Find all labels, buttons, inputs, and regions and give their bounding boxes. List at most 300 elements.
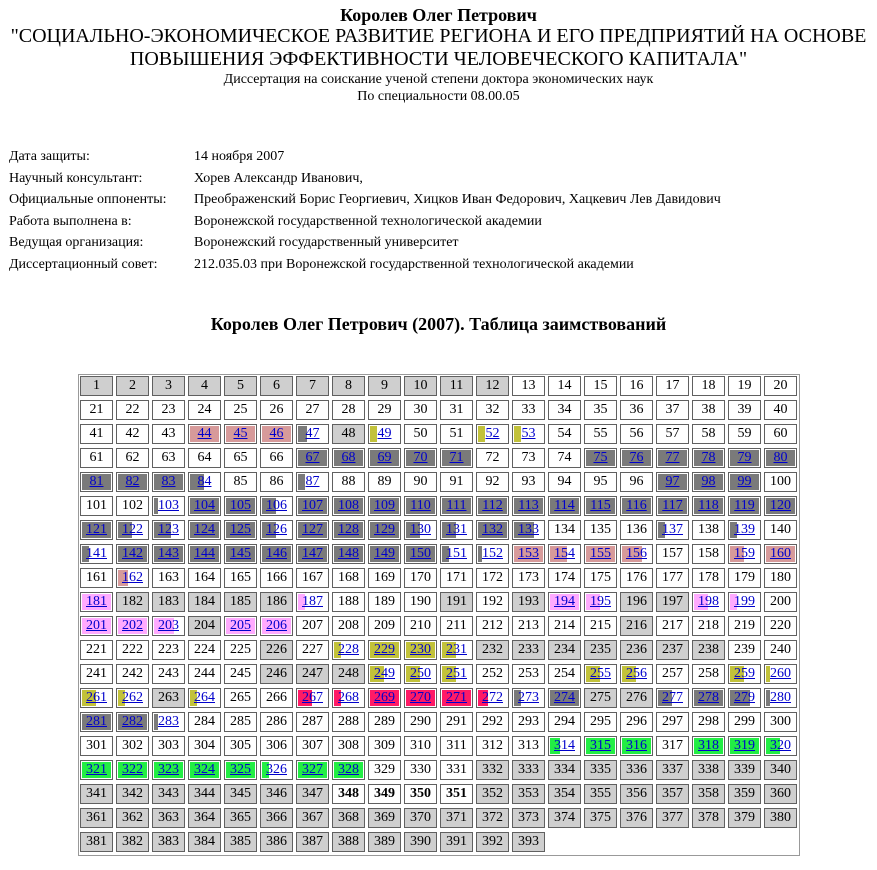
page-cell[interactable] [656,520,689,540]
page-link[interactable]: 279 [734,690,755,705]
page-link[interactable]: 119 [734,498,755,513]
page-link[interactable]: 314 [554,738,575,753]
page-cell[interactable] [80,616,113,636]
page-link[interactable]: 315 [590,738,611,753]
page-link[interactable]: 269 [374,690,395,705]
page-link[interactable]: 49 [377,426,392,441]
page-number: 362 [122,810,143,825]
page-link[interactable]: 112 [482,498,503,513]
page-link[interactable]: 270 [410,690,431,705]
page-link[interactable]: 281 [86,714,107,729]
page-link[interactable]: 319 [734,738,755,753]
page-link[interactable]: 81 [89,474,104,489]
page-cell[interactable] [728,520,761,540]
page-cell[interactable] [404,520,437,540]
page-cell[interactable] [692,592,725,612]
page-link[interactable]: 268 [338,690,359,705]
page-cell[interactable] [368,448,401,468]
page-cell[interactable] [152,760,185,780]
page-link[interactable]: 84 [197,474,212,489]
page-link[interactable]: 53 [521,426,536,441]
page-link[interactable]: 77 [665,450,680,465]
page-cell [512,832,545,852]
page-cell[interactable] [116,712,149,732]
page-link[interactable]: 261 [86,690,107,705]
page-cell[interactable] [296,544,329,564]
page-link[interactable]: 326 [266,762,287,777]
page-cell[interactable] [440,664,473,684]
page-link[interactable]: 129 [374,522,395,537]
page-link[interactable]: 228 [338,642,359,657]
page-link[interactable]: 97 [665,474,680,489]
page-cell[interactable] [548,736,581,756]
page-cell[interactable] [656,688,689,708]
page-number: 339 [734,762,755,777]
page-link[interactable]: 328 [338,762,359,777]
page-cell[interactable] [260,616,293,636]
page-link[interactable]: 123 [158,522,179,537]
page-link[interactable]: 271 [446,690,467,705]
page-cell[interactable] [548,688,581,708]
page-cell[interactable] [188,496,221,516]
page-cell[interactable] [368,688,401,708]
page-cell[interactable] [548,592,581,612]
page-link[interactable]: 45 [233,426,248,441]
page-cell[interactable] [368,640,401,660]
page-link[interactable]: 142 [122,546,143,561]
page-number: 62 [125,450,140,465]
page-cell[interactable] [548,496,581,516]
page-link[interactable]: 83 [161,474,176,489]
page-cell[interactable] [404,544,437,564]
page-cell[interactable] [584,448,617,468]
page-link[interactable]: 259 [734,666,755,681]
page-link[interactable]: 69 [377,450,392,465]
page-cell[interactable] [692,688,725,708]
page-cell[interactable] [80,472,113,492]
page-number: 309 [374,738,395,753]
page-link[interactable]: 249 [374,666,395,681]
page-cell[interactable] [440,520,473,540]
page-number: 18 [701,378,716,393]
page-number: 244 [194,666,215,681]
page-cell[interactable] [152,472,185,492]
page-cell[interactable] [332,688,365,708]
page-link[interactable]: 107 [302,498,323,513]
page-link[interactable]: 229 [374,642,395,657]
page-link[interactable]: 195 [590,594,611,609]
page-link[interactable]: 162 [122,570,143,585]
page-cell[interactable] [692,472,725,492]
page-cell[interactable] [260,424,293,444]
page-cell[interactable] [620,448,653,468]
page-link[interactable]: 250 [410,666,431,681]
page-link[interactable]: 133 [518,522,539,537]
page-cell[interactable] [296,472,329,492]
page-link[interactable]: 144 [194,546,215,561]
page-link[interactable]: 274 [554,690,575,705]
page-number: 188 [338,594,359,609]
page-link[interactable]: 203 [158,618,179,633]
page-number: 163 [158,570,179,585]
page-link[interactable]: 126 [266,522,287,537]
page-cell[interactable] [152,712,185,732]
page-link[interactable]: 262 [122,690,143,705]
page-link[interactable]: 122 [122,522,143,537]
page-cell[interactable] [296,760,329,780]
page-link[interactable]: 116 [626,498,647,513]
page-link[interactable]: 282 [122,714,143,729]
page-cell [548,640,581,660]
page-link[interactable]: 114 [554,498,575,513]
page-cell[interactable] [620,664,653,684]
page-number: 210 [410,618,431,633]
page-link[interactable]: 78 [701,450,716,465]
page-cell[interactable] [224,760,257,780]
page-cell[interactable] [188,760,221,780]
page-cell[interactable] [80,760,113,780]
page-number: 337 [662,762,683,777]
page-cell[interactable] [152,616,185,636]
page-link[interactable]: 115 [590,498,611,513]
page-link[interactable]: 327 [302,762,323,777]
page-cell[interactable] [368,424,401,444]
page-number: 263 [158,690,179,705]
page-cell[interactable] [440,544,473,564]
page-link[interactable]: 106 [266,498,287,513]
page-cell[interactable] [728,544,761,564]
page-link[interactable]: 113 [518,498,539,513]
page-link[interactable]: 156 [626,546,647,561]
page-link[interactable]: 255 [590,666,611,681]
page-link[interactable]: 318 [698,738,719,753]
page-link[interactable]: 47 [305,426,320,441]
page-cell[interactable] [80,592,113,612]
page-link[interactable]: 110 [410,498,431,513]
page-number: 27 [305,402,320,417]
page-cell[interactable] [728,472,761,492]
page-cell[interactable] [476,496,509,516]
page-cell [368,592,401,612]
page-cell[interactable] [188,544,221,564]
page-cell[interactable] [224,424,257,444]
page-cell [512,592,545,612]
page-link[interactable]: 206 [266,618,287,633]
page-link[interactable]: 125 [230,522,251,537]
page-link[interactable]: 79 [737,450,752,465]
page-link[interactable]: 127 [302,522,323,537]
page-link[interactable]: 154 [554,546,575,561]
page-link[interactable]: 111 [446,498,467,513]
page-cell[interactable] [404,664,437,684]
page-link[interactable]: 99 [737,474,752,489]
page-link[interactable]: 277 [662,690,683,705]
page-cell[interactable] [80,688,113,708]
page-cell[interactable] [332,760,365,780]
page-link[interactable]: 283 [158,714,179,729]
page-cell[interactable] [404,496,437,516]
page-cell [476,640,509,660]
page-link[interactable]: 324 [194,762,215,777]
page-cell[interactable] [224,616,257,636]
page-cell[interactable] [260,760,293,780]
page-cell[interactable] [224,520,257,540]
page-cell [332,736,365,756]
page-cell[interactable] [440,640,473,660]
page-cell[interactable] [368,496,401,516]
page-link[interactable]: 187 [302,594,323,609]
page-link[interactable]: 205 [230,618,251,633]
page-link[interactable]: 325 [230,762,251,777]
page-cell[interactable] [584,664,617,684]
page-cell[interactable] [692,496,725,516]
page-cell[interactable] [440,688,473,708]
page-link[interactable]: 46 [269,426,284,441]
page-cell[interactable] [116,568,149,588]
page-link[interactable]: 139 [734,522,755,537]
page-link[interactable]: 149 [374,546,395,561]
page-link[interactable]: 143 [158,546,179,561]
page-cell[interactable] [440,496,473,516]
page-link[interactable]: 145 [230,546,251,561]
page-link[interactable]: 98 [701,474,716,489]
page-link[interactable]: 153 [518,546,539,561]
page-cell [620,592,653,612]
page-cell[interactable] [152,544,185,564]
page-cell[interactable] [368,520,401,540]
page-cell[interactable] [728,496,761,516]
page-cell [440,568,473,588]
page-link[interactable]: 199 [734,594,755,609]
page-cell[interactable] [764,664,797,684]
page-link[interactable]: 194 [554,594,575,609]
page-link[interactable]: 267 [302,690,323,705]
page-link[interactable]: 108 [338,498,359,513]
page-cell[interactable] [476,520,509,540]
page-number: 289 [374,714,395,729]
page-link[interactable]: 128 [338,522,359,537]
page-cell[interactable] [728,688,761,708]
page-cell[interactable] [116,688,149,708]
page-link[interactable]: 130 [410,522,431,537]
page-cell[interactable] [296,448,329,468]
page-cell[interactable] [332,496,365,516]
page-link[interactable]: 150 [410,546,431,561]
page-number: 33 [521,402,536,417]
page-cell[interactable] [764,544,797,564]
page-link[interactable]: 159 [734,546,755,561]
page-link[interactable]: 71 [449,450,464,465]
page-link[interactable]: 152 [482,546,503,561]
page-cell[interactable] [512,496,545,516]
page-link[interactable]: 109 [374,498,395,513]
page-cell[interactable] [224,544,257,564]
page-cell[interactable] [296,424,329,444]
page-cell[interactable] [152,496,185,516]
page-link[interactable]: 120 [770,498,791,513]
page-link[interactable]: 132 [482,522,503,537]
page-cell[interactable] [764,736,797,756]
page-cell[interactable] [116,520,149,540]
page-number: 40 [773,402,788,417]
page-cell[interactable] [188,688,221,708]
page-link[interactable]: 121 [86,522,107,537]
page-cell[interactable] [728,664,761,684]
page-link[interactable]: 87 [305,474,320,489]
page-link[interactable]: 118 [698,498,719,513]
page-cell[interactable] [188,472,221,492]
page-link[interactable]: 44 [197,426,212,441]
page-cell[interactable] [728,448,761,468]
page-link[interactable]: 322 [122,762,143,777]
page-cell[interactable] [692,448,725,468]
page-link[interactable]: 105 [230,498,251,513]
page-cell[interactable] [296,520,329,540]
page-link[interactable]: 320 [770,738,791,753]
page-cell[interactable] [116,472,149,492]
page-cell[interactable] [584,736,617,756]
page-cell[interactable] [764,448,797,468]
page-cell[interactable] [440,448,473,468]
page-cell[interactable] [296,592,329,612]
page-cell [620,568,653,588]
page-link[interactable]: 82 [125,474,140,489]
page-cell[interactable] [476,424,509,444]
page-link[interactable]: 264 [194,690,215,705]
page-cell[interactable] [188,520,221,540]
page-number: 29 [377,402,392,417]
page-cell[interactable] [620,736,653,756]
page-link[interactable]: 160 [770,546,791,561]
page-link[interactable]: 272 [482,690,503,705]
page-number: 207 [302,618,323,633]
page-cell[interactable] [404,448,437,468]
page-link[interactable]: 148 [338,546,359,561]
page-cell[interactable] [728,736,761,756]
page-cell[interactable] [620,496,653,516]
page-cell[interactable] [512,424,545,444]
page-cell[interactable] [260,496,293,516]
page-cell[interactable] [80,520,113,540]
page-link[interactable]: 75 [593,450,608,465]
page-cell [476,832,509,852]
page-cell[interactable] [116,760,149,780]
page-link[interactable]: 231 [446,642,467,657]
page-cell[interactable] [656,496,689,516]
page-cell[interactable] [620,544,653,564]
page-cell[interactable] [260,520,293,540]
page-link[interactable]: 316 [626,738,647,753]
page-cell[interactable] [260,544,293,564]
page-cell[interactable] [116,616,149,636]
page-cell [260,448,293,468]
page-cell[interactable] [584,496,617,516]
page-link[interactable]: 273 [518,690,539,705]
page-link[interactable]: 280 [770,690,791,705]
page-link[interactable]: 251 [446,666,467,681]
page-cell[interactable] [404,640,437,660]
page-cell[interactable] [656,472,689,492]
page-cell [368,784,401,804]
page-link[interactable]: 131 [446,522,467,537]
page-cell[interactable] [332,520,365,540]
page-cell[interactable] [332,544,365,564]
page-cell[interactable] [116,544,149,564]
page-cell[interactable] [476,688,509,708]
page-link[interactable]: 278 [698,690,719,705]
page-link[interactable]: 146 [266,546,287,561]
page-link[interactable]: 323 [158,762,179,777]
page-link[interactable]: 124 [194,522,215,537]
page-cell[interactable] [368,664,401,684]
page-cell[interactable] [476,544,509,564]
page-link[interactable]: 256 [626,666,647,681]
page-link[interactable]: 201 [86,618,107,633]
page-link[interactable]: 67 [305,450,320,465]
page-link[interactable]: 76 [629,450,644,465]
page-cell [728,712,761,732]
page-link[interactable]: 198 [698,594,719,609]
page-cell[interactable] [152,520,185,540]
page-link[interactable]: 321 [86,762,107,777]
page-cell [332,568,365,588]
page-cell[interactable] [296,688,329,708]
page-cell [512,712,545,732]
page-link[interactable]: 141 [86,546,107,561]
page-link[interactable]: 80 [773,450,788,465]
page-link[interactable]: 202 [122,618,143,633]
page-cell[interactable] [512,688,545,708]
page-cell[interactable] [764,688,797,708]
page-link[interactable]: 117 [662,498,683,513]
page-cell[interactable] [80,544,113,564]
page-link[interactable]: 260 [770,666,791,681]
page-cell[interactable] [404,688,437,708]
page-cell[interactable] [332,640,365,660]
page-cell[interactable] [548,544,581,564]
page-link[interactable]: 104 [194,498,215,513]
page-link[interactable]: 103 [158,498,179,513]
page-link[interactable]: 52 [485,426,500,441]
page-number: 91 [449,474,464,489]
page-cell[interactable] [764,496,797,516]
page-cell[interactable] [224,496,257,516]
page-link[interactable]: 68 [341,450,356,465]
page-link[interactable]: 147 [302,546,323,561]
page-cell[interactable] [512,544,545,564]
page-link[interactable]: 151 [446,546,467,561]
page-number: 359 [734,786,755,801]
page-link[interactable]: 137 [662,522,683,537]
page-cell[interactable] [584,544,617,564]
page-cell[interactable] [728,592,761,612]
page-cell [584,760,617,780]
page-cell[interactable] [332,448,365,468]
page-link[interactable]: 155 [590,546,611,561]
page-cell[interactable] [368,544,401,564]
page-cell[interactable] [656,448,689,468]
page-cell[interactable] [80,712,113,732]
page-cell[interactable] [692,736,725,756]
page-cell[interactable] [188,424,221,444]
page-cell[interactable] [512,520,545,540]
page-cell[interactable] [296,496,329,516]
page-link[interactable]: 181 [86,594,107,609]
page-link[interactable]: 230 [410,642,431,657]
page-link[interactable]: 70 [413,450,428,465]
page-cell[interactable] [584,592,617,612]
page-number: 74 [557,450,572,465]
